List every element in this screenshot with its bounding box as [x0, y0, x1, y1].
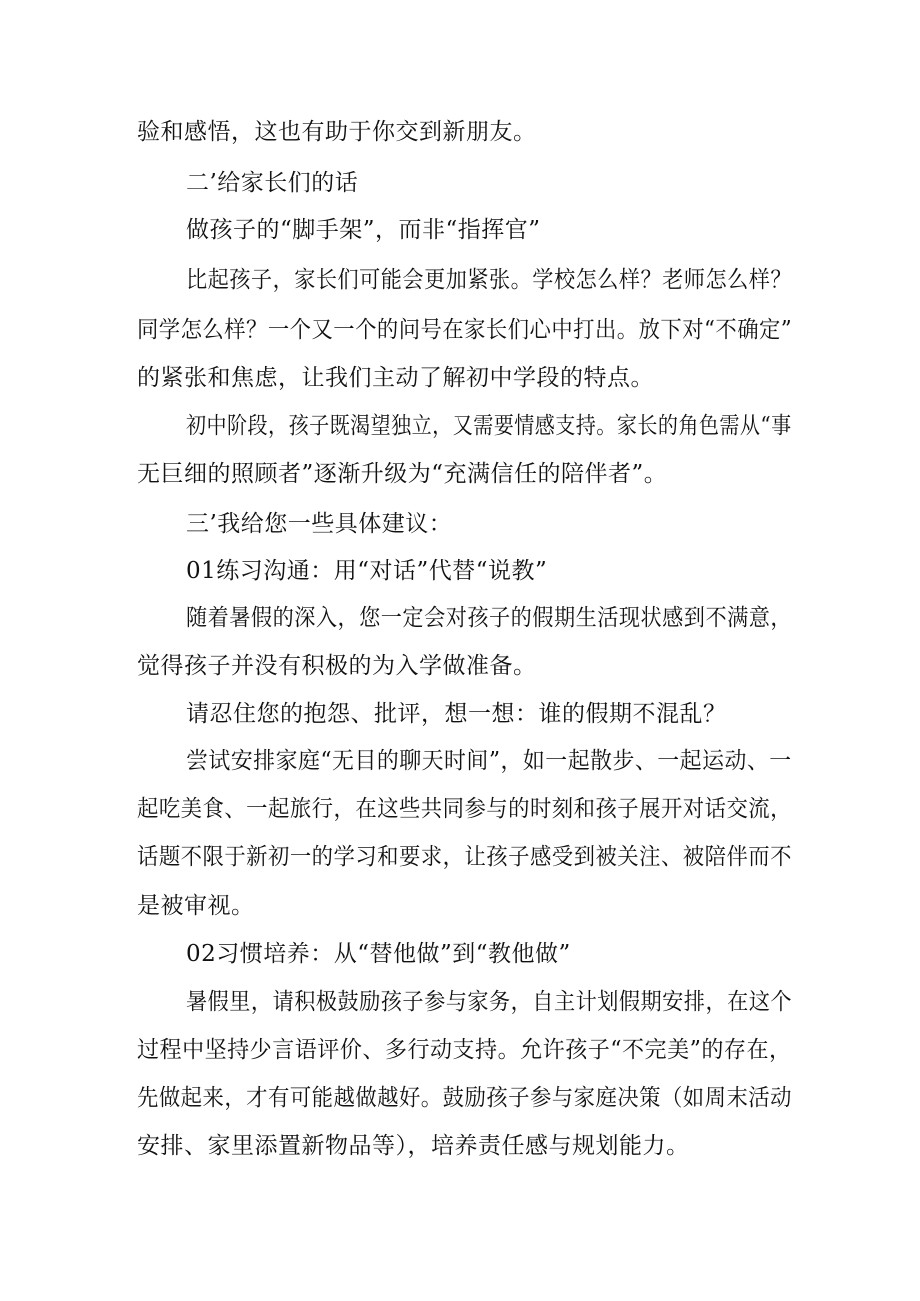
text-line: 请忍住您的抱怨、批评，想一想：谁的假期不混乱？	[186, 701, 727, 727]
text-line: 初中阶段，孩子既渴望独立，又需要情感支持。家长的角色需从“事	[186, 413, 792, 439]
text-line: 安排、家里添置新物品等），培养责任感与规划能力。	[137, 1133, 690, 1159]
text-line: 先做起来，才有可能越做越好。鼓励孩子参与家庭决策（如周末活动	[137, 1085, 792, 1111]
text-line: 验和感悟，这也有助于你交到新朋友。	[137, 119, 537, 145]
text-line: 比起孩子，家长们可能会更加紧张。学校怎么样？老师怎么样？	[186, 267, 793, 293]
text-line: 同学怎么样？一个又一个的问号在家长们心中打出。放下对“不确定”	[137, 317, 793, 343]
section-heading-parents: 二’给家长们的话	[186, 170, 359, 196]
text-line: 尝试安排家庭“无目的聊天时间”，如一起散步、一起运动、一	[186, 748, 792, 774]
text-line: 过程中坚持少言语评价、多行动支持。允许孩子“不完美”的存在，	[137, 1037, 792, 1063]
text-line: 的紧张和焦虑，让我们主动了解初中学段的特点。	[137, 365, 654, 391]
sub-heading-communication: 01练习沟通：用“对话”代替“说教”	[186, 558, 548, 584]
section-heading-suggestions: 三’我给您一些具体建议：	[186, 511, 453, 537]
text-line: 暑假里，请积极鼓励孩子参与家务，自主计划假期安排，在这个	[186, 989, 793, 1015]
text-line: 是被审视。	[137, 893, 255, 919]
text-line: 随着暑假的深入，您一定会对孩子的假期生活现状感到不满意，	[186, 605, 793, 631]
text-line: 话题不限于新初一的学习和要求，让孩子感受到被关注、被陪伴而不	[137, 844, 792, 870]
sub-heading-habits: 02习惯培养：从“替他做”到“教他做”	[186, 941, 571, 967]
sub-heading-scaffold: 做孩子的“脚手架”，而非“指挥官”	[186, 217, 541, 243]
text-line: 无巨细的照顾者”逐渐升级为“充满信任的陪伴者”。	[137, 461, 668, 487]
text-line: 觉得孩子并没有积极的为入学做准备。	[137, 653, 537, 679]
text-line: 起吃美食、一起旅行，在这些共同参与的时刻和孩子展开对话交流，	[137, 796, 792, 822]
